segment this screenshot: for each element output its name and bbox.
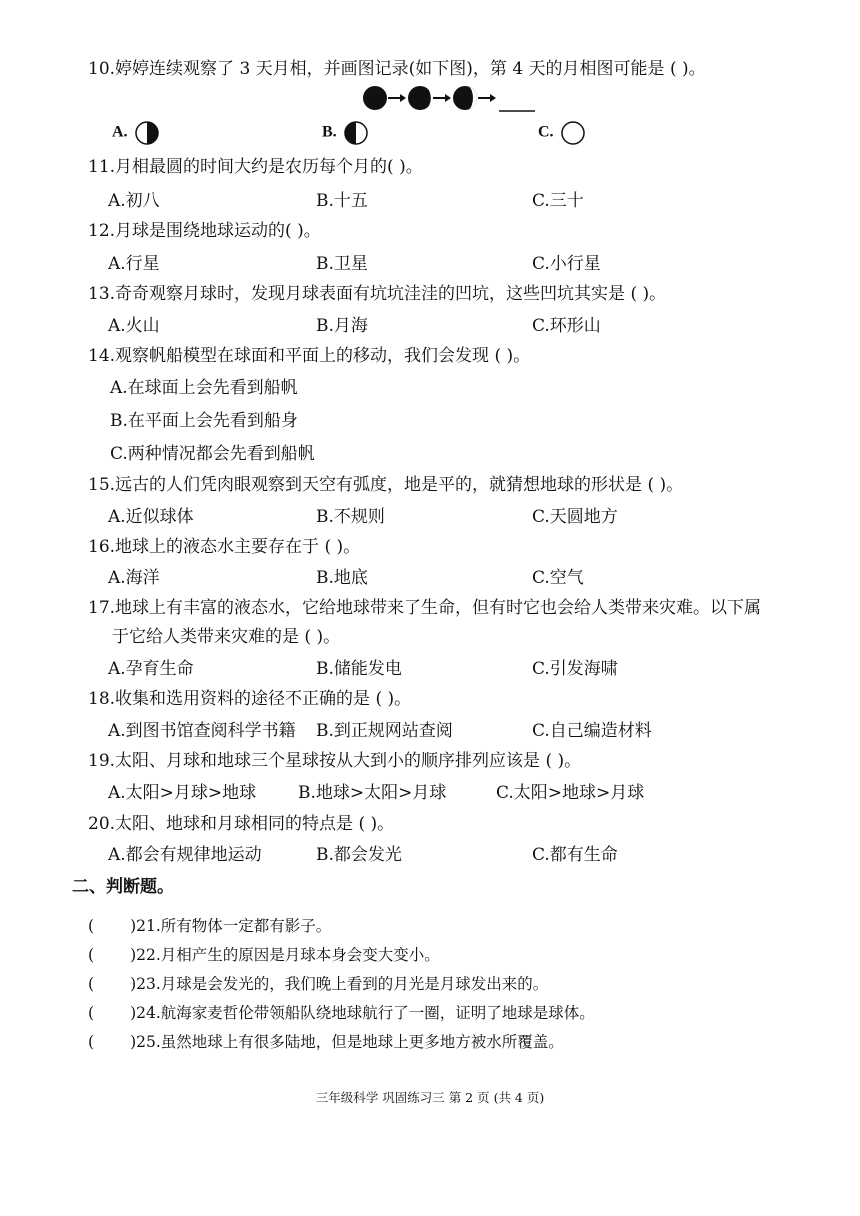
question-20: 20.太阳、地球和月球相同的特点是 ( )。 xyxy=(88,814,395,834)
half-moon-right-dark-icon xyxy=(134,120,160,146)
page-footer: 三年级科学 巩固练习三 第 2 页 (共 4 页) xyxy=(315,1090,545,1105)
judgment-item-25: ( )25.虽然地球上有很多陆地，但是地球上更多地方被水所覆盖。 xyxy=(88,1033,564,1051)
q14-option-a[interactable]: A.在球面上会先看到船帆 xyxy=(110,378,298,398)
question-17-line2: 于它给人类带来灾难的是 ( )。 xyxy=(112,627,341,647)
q12-option-a[interactable]: A.行星 xyxy=(108,254,160,274)
q10-option-c[interactable]: C. xyxy=(538,120,586,146)
q18-option-b[interactable]: B.到正规网站查阅 xyxy=(316,721,453,741)
q11-option-c[interactable]: C.三十 xyxy=(532,191,584,211)
judgment-item-22: ( )22.月相产生的原因是月球本身会变大变小。 xyxy=(88,946,440,964)
q13-option-b[interactable]: B.月海 xyxy=(316,316,368,336)
q20-option-b[interactable]: B.都会发光 xyxy=(316,845,402,865)
judgment-item-21: ( )21.所有物体一定都有影子。 xyxy=(88,917,332,935)
q19-option-c[interactable]: C.太阳>地球>月球 xyxy=(496,783,645,803)
q15-option-b[interactable]: B.不规则 xyxy=(316,507,385,527)
q16-option-c[interactable]: C.空气 xyxy=(532,568,584,588)
q16-option-a[interactable]: A.海洋 xyxy=(108,568,160,588)
q13-option-c[interactable]: C.环形山 xyxy=(532,316,601,336)
answer-paren-24[interactable]: ( ) xyxy=(88,1004,137,1022)
question-15: 15.远古的人们凭肉眼观察到天空有弧度，地是平的，就猜想地球的形状是 ( )。 xyxy=(88,475,684,495)
q20-option-a[interactable]: A.都会有规律地运动 xyxy=(108,845,262,865)
q19-option-b[interactable]: B.地球>太阳>月球 xyxy=(298,783,447,803)
q19-option-a[interactable]: A.太阳>月球>地球 xyxy=(108,783,257,803)
question-19: 19.太阳、月球和地球三个星球按从大到小的顺序排列应该是 ( )。 xyxy=(88,751,582,771)
q16-option-b[interactable]: B.地底 xyxy=(316,568,368,588)
q10-option-b[interactable]: B. xyxy=(322,120,369,146)
moon-day3-icon xyxy=(453,86,477,110)
half-moon-left-dark-icon xyxy=(343,120,369,146)
question-16: 16.地球上的液态水主要存在于 ( )。 xyxy=(88,537,361,557)
question-10: 10.婷婷连续观察了 3 天月相，并画图记录(如下图)，第 4 天的月相图可能是 ( )。 xyxy=(88,59,706,79)
q10-option-a[interactable]: A. xyxy=(112,120,160,146)
q12-option-c[interactable]: C.小行星 xyxy=(532,254,601,274)
question-13: 13.奇奇观察月球时，发现月球表面有坑坑洼洼的凹坑，这些凹坑其实是 ( )。 xyxy=(88,284,667,304)
question-11: 11.月相最圆的时间大约是农历每个月的( )。 xyxy=(88,157,423,177)
q14-option-c[interactable]: C.两种情况都会先看到船帆 xyxy=(110,444,315,464)
q12-option-b[interactable]: B.卫星 xyxy=(316,254,368,274)
moon-day1-icon xyxy=(363,86,387,110)
q14-option-b[interactable]: B.在平面上会先看到船身 xyxy=(110,411,298,431)
q11-option-a[interactable]: A.初八 xyxy=(108,191,160,211)
question-12: 12.月球是围绕地球运动的( )。 xyxy=(88,221,321,241)
q11-option-b[interactable]: B.十五 xyxy=(316,191,368,211)
moon-day2-icon xyxy=(408,86,433,110)
full-moon-outline-icon xyxy=(560,120,586,146)
q15-option-c[interactable]: C.天圆地方 xyxy=(532,507,618,527)
question-14: 14.观察帆船模型在球面和平面上的移动，我们会发现 ( )。 xyxy=(88,346,531,366)
question-17: 17.地球上有丰富的液态水，它给地球带来了生命，但有时它也会给人类带来灾难。以下属 xyxy=(88,598,762,618)
q17-option-b[interactable]: B.储能发电 xyxy=(316,659,402,679)
q18-option-a[interactable]: A.到图书馆查阅科学书籍 xyxy=(108,721,296,741)
answer-paren-25[interactable]: ( ) xyxy=(88,1033,137,1051)
q18-option-c[interactable]: C.自己编造材料 xyxy=(532,721,652,741)
judgment-item-23: ( )23.月球是会发光的，我们晚上看到的月光是月球发出来的。 xyxy=(88,975,549,993)
question-18: 18.收集和选用资料的途径不正确的是 ( )。 xyxy=(88,689,412,709)
q17-option-a[interactable]: A.孕育生命 xyxy=(108,659,194,679)
q17-option-c[interactable]: C.引发海啸 xyxy=(532,659,618,679)
section-title-judgment: 二、判断题。 xyxy=(72,877,174,897)
moon-sequence-figure xyxy=(360,84,540,116)
judgment-item-24: ( )24.航海家麦哲伦带领船队绕地球航行了一圈，证明了地球是球体。 xyxy=(88,1004,595,1022)
q20-option-c[interactable]: C.都有生命 xyxy=(532,845,618,865)
answer-paren-21[interactable]: ( ) xyxy=(88,917,137,935)
answer-paren-22[interactable]: ( ) xyxy=(88,946,137,964)
answer-paren-23[interactable]: ( ) xyxy=(88,975,137,993)
q13-option-a[interactable]: A.火山 xyxy=(108,316,160,336)
q15-option-a[interactable]: A.近似球体 xyxy=(108,507,194,527)
